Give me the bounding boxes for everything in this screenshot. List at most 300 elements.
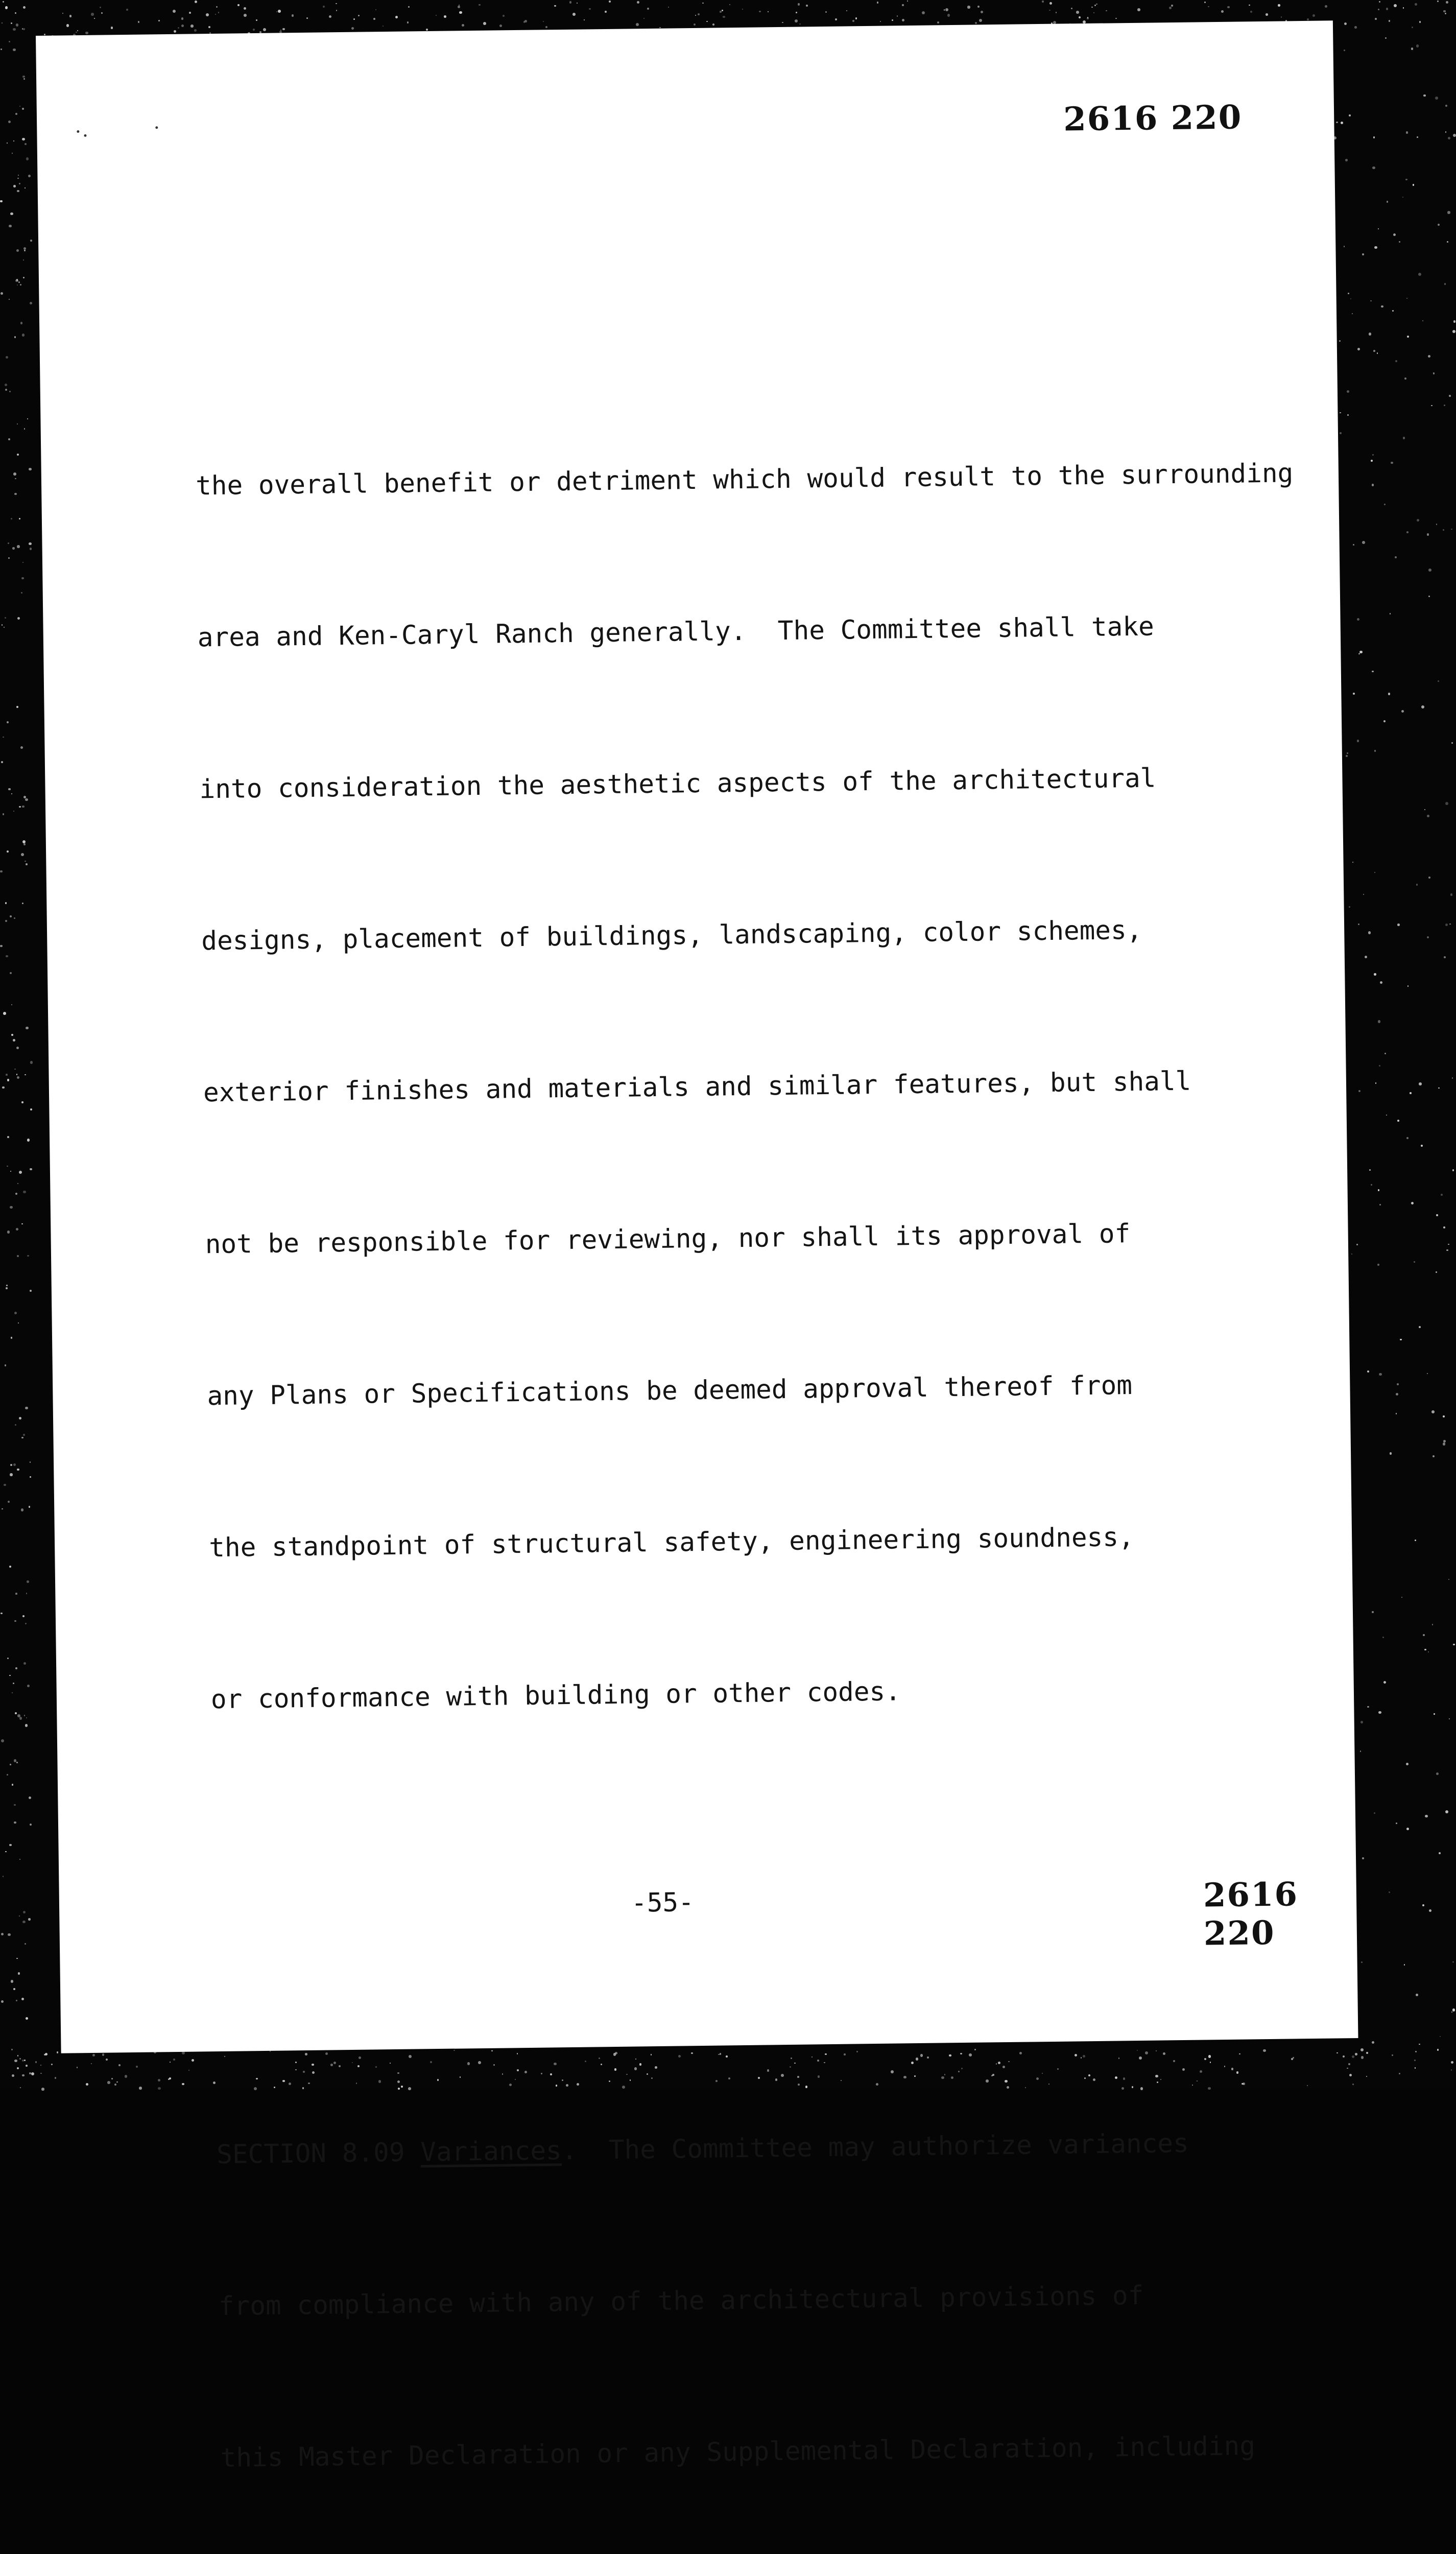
scanner-speck (1340, 432, 1342, 434)
scanner-speck (1377, 1264, 1379, 1266)
scanner-speck (1445, 131, 1446, 132)
scanner-speck (720, 11, 721, 12)
scanner-speck (1443, 529, 1444, 531)
scanner-speck (1434, 1713, 1435, 1715)
scanner-speck (1379, 1204, 1381, 1205)
scanner-speck (13, 1988, 15, 1990)
scanner-speck (1428, 569, 1431, 572)
scanner-speck (17, 190, 19, 192)
scanner-speck (23, 78, 25, 80)
scanner-speck (21, 1437, 23, 1438)
scanner-speck (1345, 159, 1348, 161)
scanner-speck (0, 200, 3, 203)
scanner-speck (13, 140, 14, 141)
scanner-speck (759, 11, 761, 13)
scanner-speck (1435, 97, 1438, 100)
scanner-speck (1427, 533, 1429, 535)
scanner-speck (19, 1171, 22, 1174)
scanner-speck (1387, 201, 1389, 203)
scanner-speck (637, 1, 639, 4)
scanner-speck (126, 9, 128, 11)
scanner-speck (11, 1337, 13, 1339)
scanner-speck (9, 391, 11, 392)
document-number-bottom: 2616 220 (1203, 1875, 1299, 1953)
scanner-speck (1443, 1226, 1445, 1228)
scanner-speck (139, 2087, 141, 2089)
scanner-speck (1347, 414, 1349, 416)
scanner-speck (24, 250, 26, 251)
scanner-speck (1360, 1751, 1362, 1752)
scanner-speck (23, 277, 25, 278)
scanner-speck (1362, 541, 1365, 544)
scanner-speck (436, 15, 437, 16)
scanner-speck (1373, 350, 1375, 352)
scanner-speck (30, 1108, 32, 1110)
scanner-speck (1413, 184, 1415, 186)
scanner-speck (1406, 1137, 1409, 1139)
scanner-speck (1357, 348, 1360, 350)
scanner-speck (10, 972, 12, 974)
scanner-speck (77, 30, 78, 31)
scanner-speck (1359, 651, 1363, 654)
scanner-speck (91, 2063, 92, 2064)
scanner-speck (102, 2053, 105, 2056)
scanner-speck (483, 22, 486, 25)
scanner-speck (1438, 224, 1440, 226)
scanner-speck (1375, 1082, 1376, 1083)
scanner-speck (1357, 618, 1359, 621)
scanner-speck (647, 8, 649, 10)
scanner-speck (1371, 460, 1373, 462)
scanner-speck (9, 225, 12, 228)
scanner-speck (459, 11, 462, 14)
scanner-speck (7, 721, 9, 724)
scanner-speck (30, 1476, 31, 1478)
scanner-speck (979, 19, 982, 22)
scanner-speck (9, 41, 10, 42)
scanner-speck (1049, 10, 1050, 11)
scanner-speck (173, 2059, 175, 2061)
scanner-speck (7, 1774, 8, 1776)
scanner-speck (16, 279, 18, 280)
scanner-speck (1083, 20, 1086, 23)
scanner-speck (877, 2, 878, 3)
scanner-speck (0, 945, 3, 948)
scanner-speck (14, 2060, 17, 2063)
scanner-speck (1368, 931, 1371, 934)
scanner-speck (1444, 405, 1445, 406)
scanner-speck (967, 6, 970, 8)
scanner-speck (1439, 1852, 1441, 1854)
scanner-speck (1354, 26, 1357, 29)
scanner-speck (29, 542, 32, 546)
scanner-speck (1049, 2, 1052, 5)
scanner-speck (7, 1136, 9, 1138)
scanner-speck (30, 548, 32, 550)
scanner-speck (799, 23, 800, 25)
scanner-speck (5, 6, 8, 9)
scanner-speck (1421, 1145, 1423, 1147)
scanner-speck (11, 1004, 12, 1005)
scanner-speck (76, 32, 77, 33)
scanner-speck (16, 23, 18, 26)
scanner-speck (25, 1623, 27, 1624)
scanner-speck (5, 389, 7, 391)
document-page (36, 20, 1358, 2474)
scanner-speck (1383, 720, 1386, 722)
scanner-speck (1343, 2055, 1345, 2058)
scanner-speck (4, 627, 5, 628)
scanner-speck (1377, 352, 1378, 353)
scanner-speck (1378, 1711, 1381, 1714)
scanner-speck (1452, 1169, 1454, 1171)
scanner-speck (1312, 14, 1315, 17)
scanner-speck (256, 19, 257, 21)
scanner-speck (12, 1784, 13, 1785)
scanner-speck (1366, 2076, 1368, 2077)
body-text (193, 246, 1347, 2554)
scanner-speck (1432, 1624, 1433, 1625)
scanner-speck (1365, 956, 1367, 958)
scanner-speck (1307, 18, 1309, 20)
scanner-speck (15, 1712, 17, 1714)
scanner-speck (1344, 246, 1345, 247)
scanner-speck (21, 577, 23, 579)
scanner-speck (643, 18, 645, 19)
text-line: from compliance with any of the architectural provisions of (218, 2280, 1144, 2322)
scanner-speck (937, 21, 939, 23)
scanner-speck (86, 2083, 88, 2086)
scanner-speck (1411, 48, 1414, 50)
scanner-speck (91, 13, 93, 15)
scanner-speck (907, 1, 908, 2)
scanner-speck (282, 28, 284, 30)
scanner-speck (278, 10, 281, 13)
scanner-speck (323, 6, 325, 8)
scanner-speck (10, 1206, 13, 1209)
scanner-speck (1392, 2054, 1393, 2056)
scanner-speck (27, 1580, 29, 1583)
scanner-speck (1340, 412, 1341, 414)
scanner-speck (30, 1168, 32, 1171)
scanner-speck (1448, 1579, 1449, 1580)
scanner-speck (20, 746, 23, 749)
scanner-speck (9, 1566, 12, 1568)
scanner-speck (1350, 298, 1351, 299)
scanner-speck (194, 29, 197, 32)
scanner-speck (1415, 3, 1417, 6)
scanner-speck (897, 15, 898, 16)
scanner-speck (569, 1, 572, 4)
scanner-speck (1352, 2055, 1354, 2058)
scanner-speck (1349, 114, 1351, 116)
scanner-speck (158, 20, 160, 21)
scanner-speck (1436, 524, 1438, 525)
scanner-speck (729, 4, 730, 5)
scanner-speck (1378, 1020, 1380, 1023)
scanner-speck (1094, 5, 1096, 6)
scanner-speck (1339, 340, 1341, 342)
scanner-speck (1425, 1815, 1428, 1818)
scanner-speck (922, 11, 925, 14)
page-number: -55- (631, 1887, 695, 1919)
scanner-speck (1382, 1637, 1384, 1638)
scanner-speck (1419, 1082, 1422, 1085)
scanner-speck (1249, 5, 1250, 6)
text-line: this Master Declaration or any Supplemental Declaration, including (220, 2431, 1256, 2474)
scanner-speck (1393, 233, 1396, 237)
scanner-speck (1, 1739, 4, 1742)
scanner-speck (706, 21, 707, 22)
scanner-speck (1385, 37, 1387, 39)
scanner-speck (0, 870, 2, 872)
scanner-speck (40, 2073, 42, 2074)
scanner-speck (1385, 1053, 1386, 1054)
scanner-speck (1417, 519, 1419, 522)
scanner-speck (51, 2064, 53, 2065)
scanner-speck (292, 14, 294, 16)
scanner-speck (1093, 12, 1094, 13)
scanner-speck (1362, 1857, 1364, 1859)
scanner-speck (19, 106, 20, 107)
scanner-speck (892, 19, 893, 21)
scanner-speck (24, 1715, 26, 1716)
scanner-speck (636, 23, 639, 26)
scanner-speck (1352, 2084, 1354, 2085)
scanner-speck (1443, 10, 1446, 13)
scanner-speck (22, 2074, 24, 2076)
scanner-speck (1367, 1706, 1369, 1708)
scanner-speck (722, 10, 723, 11)
scanner-speck (1429, 1909, 1431, 1912)
scanner-speck (1358, 1090, 1360, 1092)
scanner-speck (1415, 2051, 1417, 2052)
scanner-speck (1416, 884, 1418, 885)
scanner-speck (3, 737, 4, 738)
scanner-speck (181, 25, 184, 27)
scanner-speck (383, 26, 384, 27)
scanner-speck (181, 17, 183, 19)
scanner-speck (11, 22, 12, 24)
scanner-speck (17, 423, 18, 424)
scanner-speck (1395, 360, 1397, 362)
scanner-speck (6, 1074, 8, 1076)
scanner-speck (30, 1461, 31, 1463)
scanner-speck (21, 1223, 23, 1225)
scanner-speck (1355, 2053, 1357, 2055)
scanner-speck (524, 20, 527, 22)
scanner-speck (1374, 973, 1376, 976)
scanner-speck (880, 21, 881, 22)
scanner-speck (15, 1193, 17, 1195)
scanner-speck (9, 1844, 12, 1847)
scanner-speck (26, 2065, 28, 2067)
scanner-speck (2, 22, 3, 23)
scanner-speck (1360, 2048, 1364, 2051)
scanner-speck (22, 334, 25, 337)
scanner-speck (1356, 1244, 1358, 1245)
scanner-speck (10, 1473, 12, 1476)
scanner-speck (41, 2088, 44, 2091)
scanner-speck (8, 542, 9, 544)
scanner-speck (26, 1027, 29, 1030)
scanner-speck (1369, 1169, 1371, 1171)
scanner-speck (13, 811, 14, 812)
scanner-speck (1399, 2073, 1400, 2074)
scanner-speck (15, 478, 16, 479)
scanner-speck (17, 1255, 19, 1257)
scanner-speck (15, 1667, 17, 1669)
scanner-speck (1443, 1440, 1446, 1442)
scanner-speck (182, 2083, 184, 2085)
scanner-speck (1383, 1681, 1386, 1684)
scanner-speck (8, 438, 10, 440)
scanner-speck (1371, 1184, 1372, 1186)
scanner-speck (1137, 8, 1140, 11)
scanner-speck (1414, 2060, 1415, 2061)
scanner-speck (11, 518, 12, 519)
scanner-speck (1278, 4, 1280, 6)
scanner-speck (1360, 1721, 1363, 1723)
scanner-speck (1372, 671, 1374, 673)
scanner-speck (136, 2066, 138, 2068)
scanner-speck (846, 10, 847, 11)
scanner-speck (14, 1759, 17, 1762)
scanner-speck (353, 18, 355, 20)
scanner-speck (18, 1322, 19, 1323)
scanner-speck (31, 2072, 34, 2075)
text-line: any Plans or Specifications be deemed approval thereof from (207, 1370, 1133, 1412)
scanner-speck (1372, 2041, 1374, 2044)
scanner-speck (1, 49, 2, 50)
scanner-speck (55, 2077, 57, 2079)
scanner-speck (1372, 484, 1374, 486)
scanner-speck (698, 13, 700, 15)
scanner-speck (1451, 2069, 1452, 2071)
scanner-speck (57, 2051, 59, 2053)
scanner-speck (3, 813, 4, 815)
scanner-speck (1407, 336, 1409, 338)
scanner-speck (189, 12, 191, 14)
scanner-speck (1396, 1393, 1398, 1396)
scanner-speck (462, 24, 464, 27)
scanner-speck (169, 2077, 171, 2079)
scanner-speck (21, 1998, 24, 2000)
scanner-speck (216, 6, 218, 8)
scanner-speck (22, 76, 25, 78)
scanner-speck (7, 143, 8, 144)
scanner-speck (1171, 5, 1173, 6)
scanner-speck (1428, 877, 1430, 879)
scanner-speck (1407, 985, 1409, 986)
scanner-speck (306, 17, 308, 19)
scanner-speck (13, 1039, 15, 1042)
scanner-speck (22, 903, 23, 904)
scanner-speck (329, 15, 332, 18)
scanner-speck (158, 2087, 160, 2090)
scanner-speck (977, 6, 980, 8)
scanner-speck (1378, 9, 1379, 10)
scanner-speck (1363, 894, 1364, 895)
scanner-speck (1349, 906, 1350, 908)
scanner-speck (1421, 705, 1424, 708)
scanner-speck (10, 1171, 11, 1172)
scanner-speck (605, 11, 607, 13)
scanner-speck (1444, 283, 1446, 285)
scanner-speck (1431, 405, 1432, 406)
scanner-speck (947, 14, 950, 17)
scanner-speck (19, 1916, 20, 1917)
scanner-speck (1374, 246, 1377, 249)
scanner-speck (609, 1, 611, 3)
scanner-speck (1401, 1597, 1402, 1598)
scan-artifact-dot (77, 130, 79, 133)
scanner-speck (16, 1958, 18, 1959)
scanner-speck (15, 113, 17, 115)
scanner-speck (10, 915, 12, 917)
scanner-speck (1451, 2061, 1453, 2064)
scanner-speck (116, 2082, 117, 2083)
scanner-speck (1451, 2012, 1452, 2013)
scanner-speck (94, 18, 95, 19)
scanner-speck (1380, 981, 1383, 984)
scanner-speck (1351, 1254, 1352, 1255)
scanner-speck (768, 11, 769, 12)
scanner-speck (25, 1074, 26, 1076)
scanner-speck (1361, 1961, 1363, 1963)
scanner-speck (782, 22, 783, 23)
scanner-speck (22, 806, 25, 808)
scanner-speck (3, 1876, 4, 1877)
scanner-speck (554, 5, 556, 7)
scanner-speck (11, 1980, 14, 1983)
scanner-speck (1079, 16, 1081, 18)
scanner-speck (395, 16, 398, 18)
scanner-speck (30, 1824, 32, 1826)
scanner-speck (19, 1859, 20, 1860)
scanner-speck (14, 493, 16, 495)
scanner-speck (192, 2059, 194, 2062)
scanner-speck (182, 2051, 185, 2054)
scanner-speck (6, 356, 8, 359)
scanner-speck (1386, 1115, 1387, 1116)
scanner-speck (19, 1417, 21, 1420)
scanner-speck (1369, 333, 1372, 336)
scanner-speck (20, 284, 21, 286)
scanner-speck (1446, 1, 1448, 4)
text-line: or conformance with building or other codes. (210, 1676, 901, 1715)
text-line: exterior finishes and materials and similar features, but shall (203, 1066, 1191, 1108)
scanner-speck (23, 1191, 26, 1194)
scanner-speck (1424, 809, 1425, 810)
scanner-speck (111, 2078, 113, 2079)
scanner-speck (796, 12, 797, 13)
scanner-speck (25, 798, 28, 801)
scanner-speck (244, 7, 246, 10)
scanner-speck (17, 1469, 19, 1471)
scanner-speck (19, 1717, 22, 1720)
scanner-speck (1106, 10, 1107, 11)
scanner-speck (1427, 936, 1429, 938)
scanner-speck (138, 21, 139, 22)
scanner-speck (1400, 1339, 1401, 1340)
scanner-speck (12, 1692, 13, 1693)
scanner-speck (15, 1593, 17, 1594)
scanner-speck (23, 1434, 25, 1436)
text-line: . The Committee may authorize variances (561, 2128, 1189, 2166)
scanner-speck (69, 15, 72, 17)
scanner-speck (244, 14, 247, 17)
